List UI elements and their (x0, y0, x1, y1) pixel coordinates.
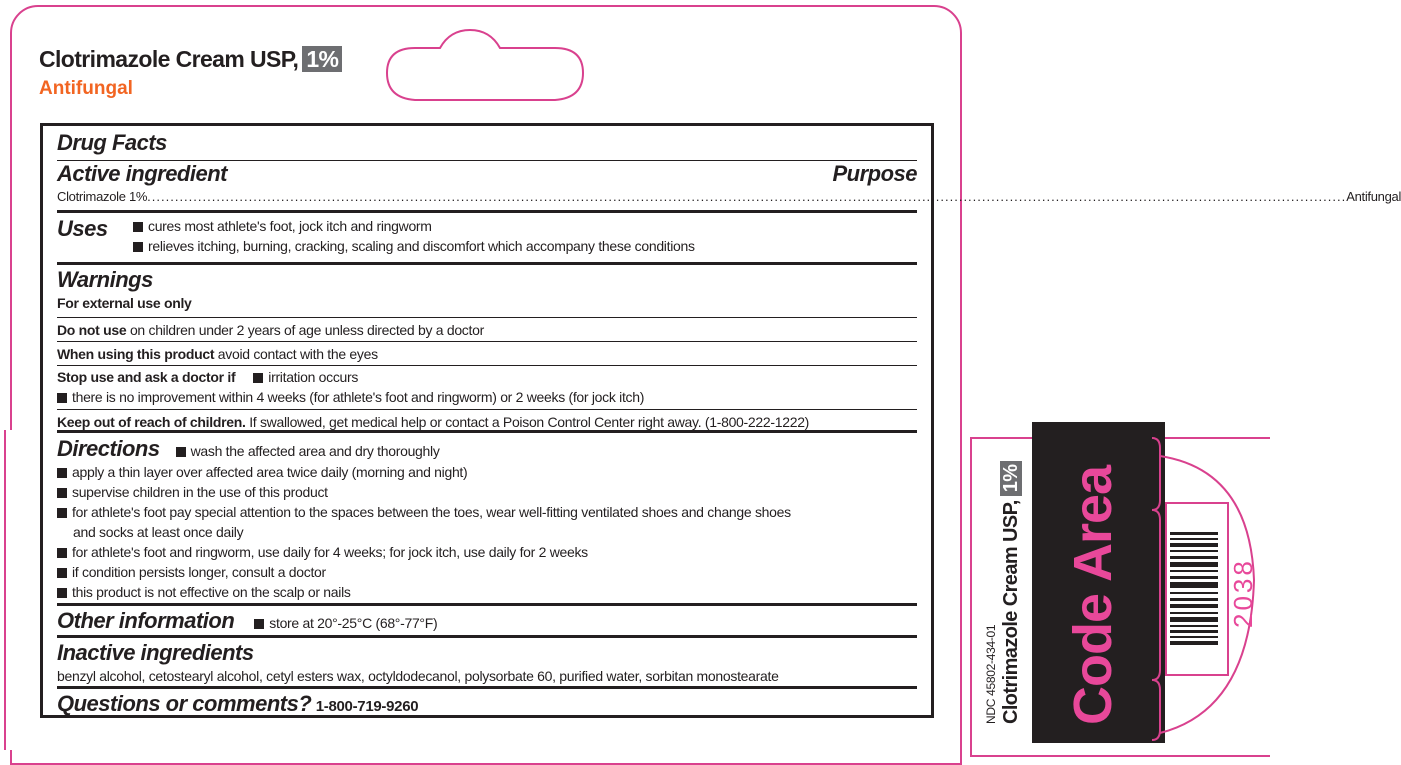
ingredient: Clotrimazole 1% (57, 189, 148, 204)
direction-item: for athlete's foot pay special attention to the spaces between the toes, wear well-fitting ventilated shoes and change shoes (57, 502, 917, 522)
inactive-list: benzyl alcohol, cetostearyl alcohol, cetyl esters wax, octyldodecanol, polysorbate 60, purified water, sorbitan monostearate (57, 668, 779, 684)
direction-item: supervise children in the use of this product (57, 482, 917, 502)
direction-item: if condition persists longer, consult a doctor (57, 562, 917, 582)
keep-out-of-reach: Keep out of reach of children. If swallowed, get medical help or contact a Poison Control Center right away. (1-800-222-1222) (57, 409, 917, 432)
direction-item: this product is not effective on the scalp or nails (57, 582, 917, 602)
dieline-notch (4, 430, 14, 750)
directions-section (57, 433, 917, 606)
direction-item: wash the affected area and dry thoroughly (190, 443, 440, 459)
warnings-heading: Warnings (57, 267, 153, 292)
inactive-heading: Inactive ingredients (57, 640, 254, 665)
purpose-heading: Purpose (832, 161, 917, 186)
hang-tab-outline (385, 28, 590, 103)
warnings-section (57, 265, 917, 433)
use-item: cures most athlete's foot, jock itch and ringworm (133, 216, 695, 236)
uses-section (57, 213, 917, 265)
use-item: relieves itching, burning, cracking, scaling and discomfort which accompany these conditions (133, 236, 695, 256)
other-information-section (57, 606, 917, 638)
side-ndc: NDC 45802-434-01 (984, 624, 998, 724)
active-ingredient-section: Active ingredient Purpose Clotrimazole 1% .................................................................................................................................................................................................................................................................... Antifungal (57, 161, 917, 213)
inactive-ingredients-section (57, 638, 917, 689)
drug-facts-header (57, 126, 917, 161)
side-product-title: Clotrimazole Cream USP,1% (1000, 461, 1023, 724)
external-use: For external use only (57, 295, 192, 311)
storage-info: store at 20°-25°C (68°-77°F) (269, 615, 438, 631)
barcode (1170, 532, 1218, 646)
direction-item: and socks at least once daily (73, 524, 244, 540)
questions-section (57, 689, 917, 717)
direction-item: for athlete's foot and ringworm, use daily for 4 weeks; for jock itch, use daily for 2 weeks (57, 542, 917, 562)
barcode-number: 2038 (1228, 558, 1258, 628)
uses-heading: Uses (57, 216, 108, 241)
direction-item: apply a thin layer over affected area twice daily (morning and night) (57, 462, 917, 482)
purpose: Antifungal (1346, 189, 1401, 204)
product-name: Clotrimazole Cream USP, (39, 46, 299, 72)
questions-heading: Questions or comments? (57, 691, 312, 716)
directions-heading: Directions (57, 436, 160, 461)
drug-facts-title: Drug Facts (57, 130, 167, 155)
when-using: When using this product avoid contact with the eyes (57, 341, 917, 365)
code-area-label: Code Area (1063, 465, 1123, 725)
product-category: Antifungal (39, 78, 133, 99)
stop-use: Stop use and ask a doctor if irritation occurs there is no improvement within 4 weeks (for athlete's foot and ringworm) or 2 weeks (for jock itch) (57, 365, 917, 409)
active-heading: Active ingredient (57, 161, 227, 186)
questions-phone: 1-800-719-9260 (315, 698, 419, 715)
do-not-use: Do not use on children under 2 years of age unless directed by a doctor (57, 317, 917, 341)
strength-badge: 1% (302, 46, 342, 72)
product-title (39, 46, 342, 73)
other-heading: Other information (57, 608, 235, 633)
